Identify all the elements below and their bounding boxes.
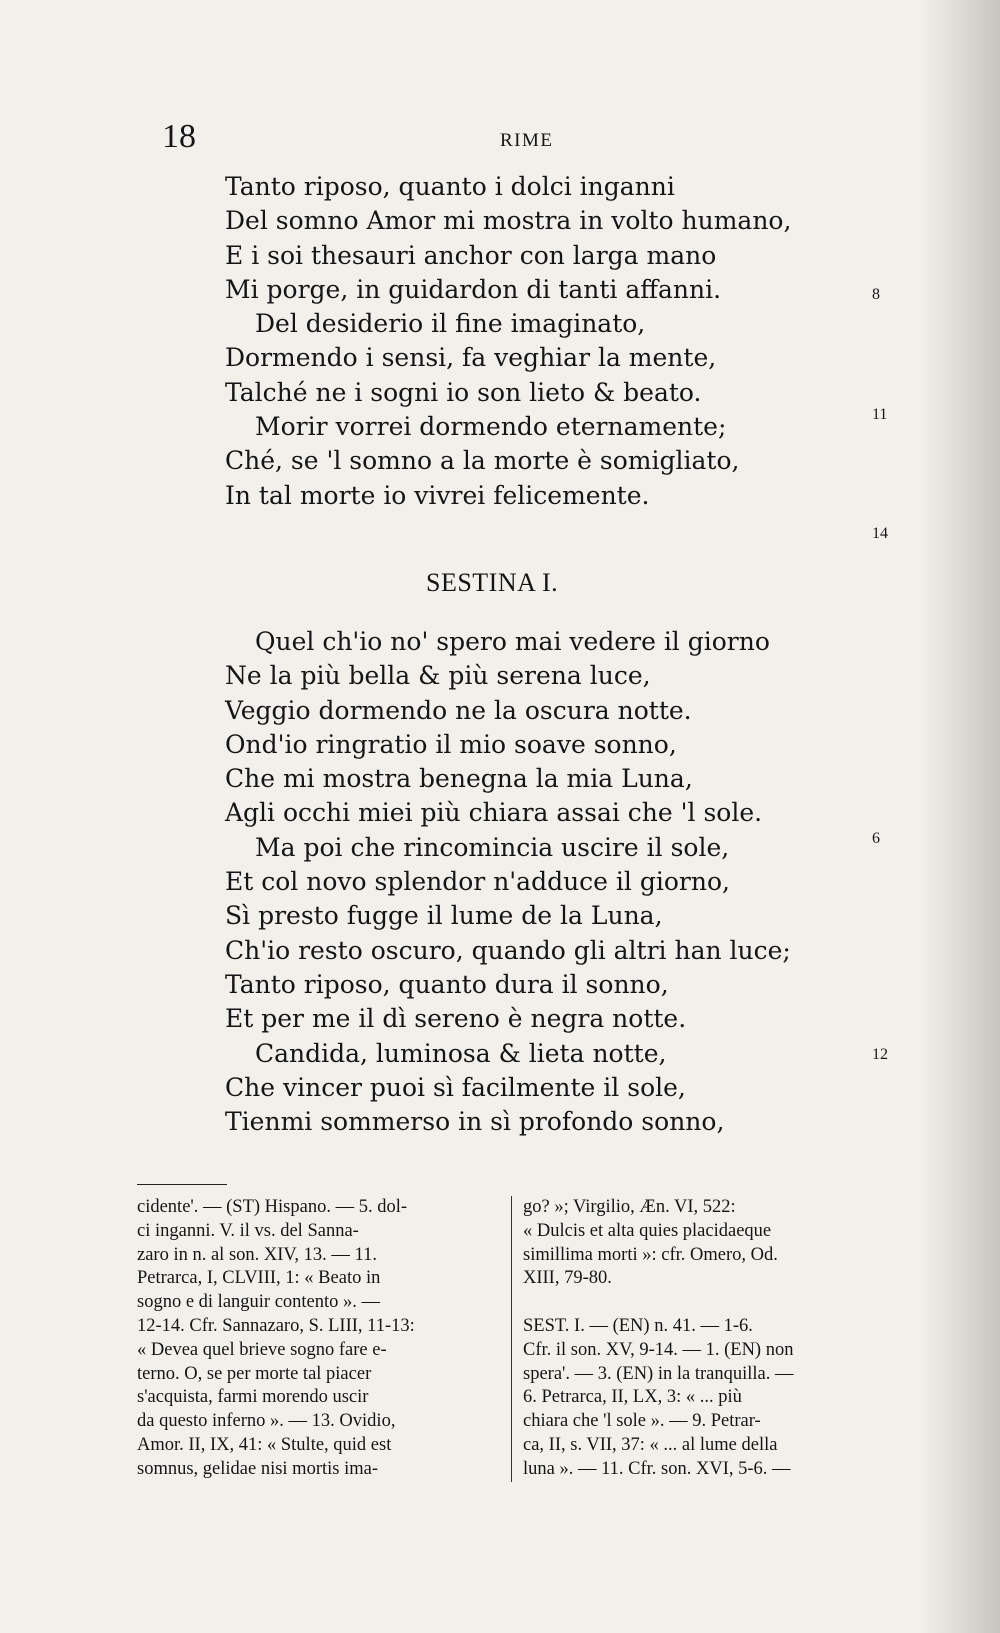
verse-line: Del desiderio il fine imaginato, — [255, 309, 646, 339]
footnote-line: spera'. — 3. (EN) in la tranquilla. — — [523, 1363, 794, 1384]
verse-line: Candida, luminosa & lieta notte, — [255, 1038, 667, 1068]
footnote-line: sogno e di languir contento ». — — [137, 1292, 381, 1313]
footnote-line: 6. Petrarca, II, LX, 3: « ... più — [523, 1387, 742, 1408]
line-number: 11 — [872, 406, 888, 423]
verse-line: Mi porge, in guidardon di tanti affanni. — [225, 274, 722, 304]
footnote-line: ci inganni. V. il vs. del Sanna- — [137, 1220, 359, 1241]
verse-line: In tal morte io vivrei felicemente. — [225, 480, 650, 510]
verse-line: Del somno Amor mi mostra in volto humano, — [225, 206, 792, 236]
footnote-line: s'acquista, farmi morendo uscir — [137, 1387, 369, 1408]
footnote-line: Petrarca, I, CLVIII, 1: « Beato in — [137, 1268, 381, 1289]
footnotes-left-column — [137, 1196, 507, 1482]
footnote-line: terno. O, se per morte tal piacer — [137, 1363, 372, 1384]
footnote-line: « Dulcis et alta quies placidaeque — [523, 1220, 772, 1241]
verse-line: Ond'io ringratio il mio soave sonno, — [225, 729, 677, 759]
verse-line: Et per me il dì sereno è negra notte. — [225, 1004, 687, 1034]
footnote-line: chiara che 'l sole ». — 9. Petrar- — [523, 1411, 761, 1432]
verse-line: Tanto riposo, quanto i dolci inganni — [225, 172, 675, 201]
page-number: 18 — [162, 118, 196, 155]
footnotes-right-column — [523, 1196, 903, 1482]
footnote-line: luna ». — 11. Cfr. son. XVI, 5-6. — — [523, 1458, 791, 1479]
footnote-gap — [523, 1291, 903, 1315]
verse-line: Sì presto fugge il lume de la Luna, — [225, 901, 663, 931]
section-title: SESTINA I. — [426, 568, 559, 597]
verse-line: Veggio dormendo ne la oscura notte. — [225, 695, 692, 725]
verse-line: Dormendo i sensi, fa veghiar la mente, — [225, 343, 717, 373]
footnote-line: 12-14. Cfr. Sannazaro, S. LIII, 11-13: — [137, 1315, 415, 1336]
footnote-line: zaro in n. al son. XIV, 13. — 11. — [137, 1244, 377, 1265]
verse-line: Quel ch'io no' spero mai vedere il giorno — [255, 627, 770, 656]
footnote-line: da questo inferno ». — 13. Ovidio, — [137, 1411, 396, 1432]
footnote-rule — [137, 1184, 227, 1185]
footnote-line: XIII, 79-80. — [523, 1268, 612, 1289]
footnote-line: Amor. II, IX, 41: « Stulte, quid est — [137, 1434, 392, 1455]
verse-line: Ch'io resto oscuro, quando gli altri han luce; — [225, 935, 791, 965]
verse-line: Et col novo splendor n'adduce il giorno, — [225, 867, 730, 897]
verse-line: Morir vorrei dormendo eternamente; — [255, 412, 727, 442]
verse-line: Ché, se 'l somno a la morte è somigliato, — [225, 446, 740, 476]
verse-line: Che mi mostra benegna la mia Luna, — [225, 764, 693, 794]
verse-line: Tanto riposo, quanto dura il sonno, — [225, 969, 669, 999]
line-number: 6 — [872, 830, 880, 847]
footnote-line: ca, II, s. VII, 37: « ... al lume della — [523, 1434, 778, 1455]
verse-line: Agli occhi miei più chiara assai che 'l sole. — [225, 798, 763, 828]
page-edge-shadow — [920, 0, 1000, 1633]
footnote-line: simillima morti »: cfr. Omero, Od. — [523, 1244, 778, 1265]
line-number: 12 — [872, 1046, 888, 1063]
line-number: 8 — [872, 286, 880, 303]
footnote-line: somnus, gelidae nisi mortis ima- — [137, 1458, 378, 1479]
line-number: 14 — [872, 525, 888, 542]
sestina-verses — [225, 625, 825, 1139]
page-header — [0, 118, 1000, 158]
verse-line: Tienmi sommerso in sì profondo sonno, — [225, 1107, 725, 1137]
running-head: RIME — [500, 130, 554, 151]
footnote-column-divider — [511, 1196, 512, 1482]
sonnet-tercets — [225, 170, 825, 513]
footnote-line: cidente'. — (ST) Hispano. — 5. dol- — [137, 1197, 407, 1217]
footnote-line: « Devea quel brieve sogno fare e- — [137, 1339, 387, 1360]
footnote-line: go? »; Virgilio, Æn. VI, 522: — [523, 1197, 736, 1217]
footnote-line: Cfr. il son. XV, 9-14. — 1. (EN) non — [523, 1339, 794, 1360]
verse-line: Talché ne i sogni io son lieto & beato. — [225, 377, 702, 407]
verse-line: Ne la più bella & più serena luce, — [225, 661, 651, 691]
verse-line: Ma poi che rincomincia uscire il sole, — [255, 832, 730, 862]
footnote-line: SEST. I. — (EN) n. 41. — 1-6. — [523, 1315, 753, 1336]
verse-line: Che vincer puoi sì facilmente il sole, — [225, 1072, 686, 1102]
verse-line: E i soi thesauri anchor con larga mano — [225, 240, 717, 270]
